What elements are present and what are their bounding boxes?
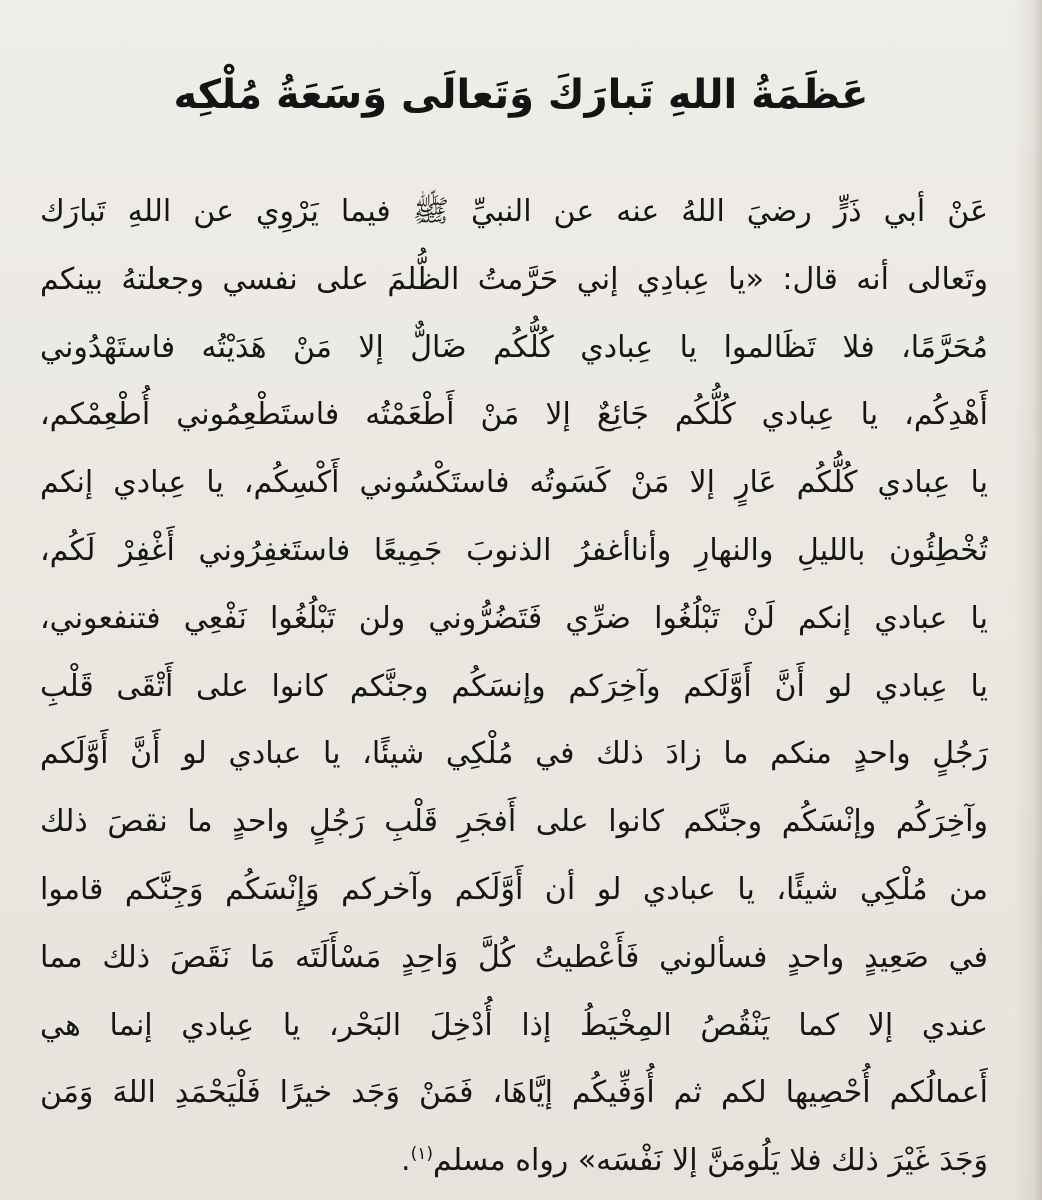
page-edge-shadow (1014, 0, 1042, 1200)
text-line: عندي إلا كما يَنْقُصُ المِخْيَطُ إذا أُدْخِلَ البَحْر، يا عِبادي إنما هي (40, 1007, 988, 1043)
text-line: رَجُلٍ واحدٍ منكم ما زادَ ذلك في مُلْكِي شيئًا، يا عبادي لو أَنَّ أَوَّلَكم (40, 736, 988, 772)
text-line: مُحَرَّمًا، فلا تَظَالموا يا عِبادي كُلُّكُم ضَالٌّ إلا مَنْ هَدَيْتُه فاستَهْدُوني (40, 329, 988, 365)
final-period: . (401, 1143, 411, 1179)
hadith-body (40, 178, 988, 1195)
text-line: وتَعالى أنه قال: «يا عِبادِي إني حَرَّمتُ الظُّلمَ على نفسي وجعلتهُ بينكم (40, 261, 988, 297)
text-line: أَعمالُكم أُحْصِيها لكم ثم أُوَفِّيكُم إيَّاهَا، فَمَنْ وَجَد خيرًا فَلْيَحْمَدِ اللهَ وَمَن (40, 1075, 988, 1111)
text-line-last (40, 1127, 988, 1195)
footnote-marker: (١) (410, 1144, 433, 1165)
page-title: عَظَمَةُ اللهِ تَبارَكَ وَتَعالَى وَسَعَةُ مُلْكِه (173, 72, 869, 118)
text-line: في صَعِيدٍ واحدٍ فسألوني فَأَعْطيتُ كُلَّ وَاحِدٍ مَسْأَلَتَه مَا نَقَصَ ذلك مما (40, 939, 988, 975)
text-line: تُخْطِئُون بالليلِ والنهارِ وأناأغفرُ الذنوبَ جَمِيعًا فاستَغفِرُوني أَغْفِرْ لَكُم، (40, 532, 988, 568)
text-line: عَنْ أبي ذَرٍّ رضيَ اللهُ عنه عن النبيِّ ﷺ فيما يَرْوِي عن اللهِ تَبارَك (40, 194, 988, 229)
text-line: وآخِرَكُم وإنْسَكُم وجنَّكم كانوا على أَفجَرِ قَلْبِ رَجُلٍ واحدٍ ما نقصَ ذلك (40, 804, 988, 840)
last-line-text: وَجَدَ غَيْرَ ذلك فلا يَلُومَنَّ إلا نَفْسَه» رواه مسلم (433, 1143, 988, 1179)
text-line: يا عِبادي كُلُّكُم عَارٍ إلا مَنْ كَسَوتُه فاستَكْسُوني أَكْسِكُم، يا عِبادي إنكم (40, 465, 988, 501)
text-line: يا عِبادي لو أَنَّ أَوَّلَكم وآخِرَكم وإنسَكُم وجنَّكم كانوا على أَتْقَى قَلْبِ (40, 668, 988, 704)
text-line: من مُلْكِي شيئًا، يا عبادي لو أن أَوَّلَكم وآخركم وَإِنْسَكُم وَجِنَّكم قاموا (40, 871, 988, 907)
text-line: يا عبادي إنكم لَنْ تَبْلُغُوا ضرِّي فَتَضُرُّوني ولن تَبْلُغُوا نَفْعِي فتنفعوني، (40, 600, 988, 636)
text-line: أَهْدِكُم، يا عِبادي كُلُّكُم جَائِعٌ إلا مَنْ أَطْعَمْتُه فاستَطْعِمُوني أُطْعِمْكم، (40, 397, 988, 433)
